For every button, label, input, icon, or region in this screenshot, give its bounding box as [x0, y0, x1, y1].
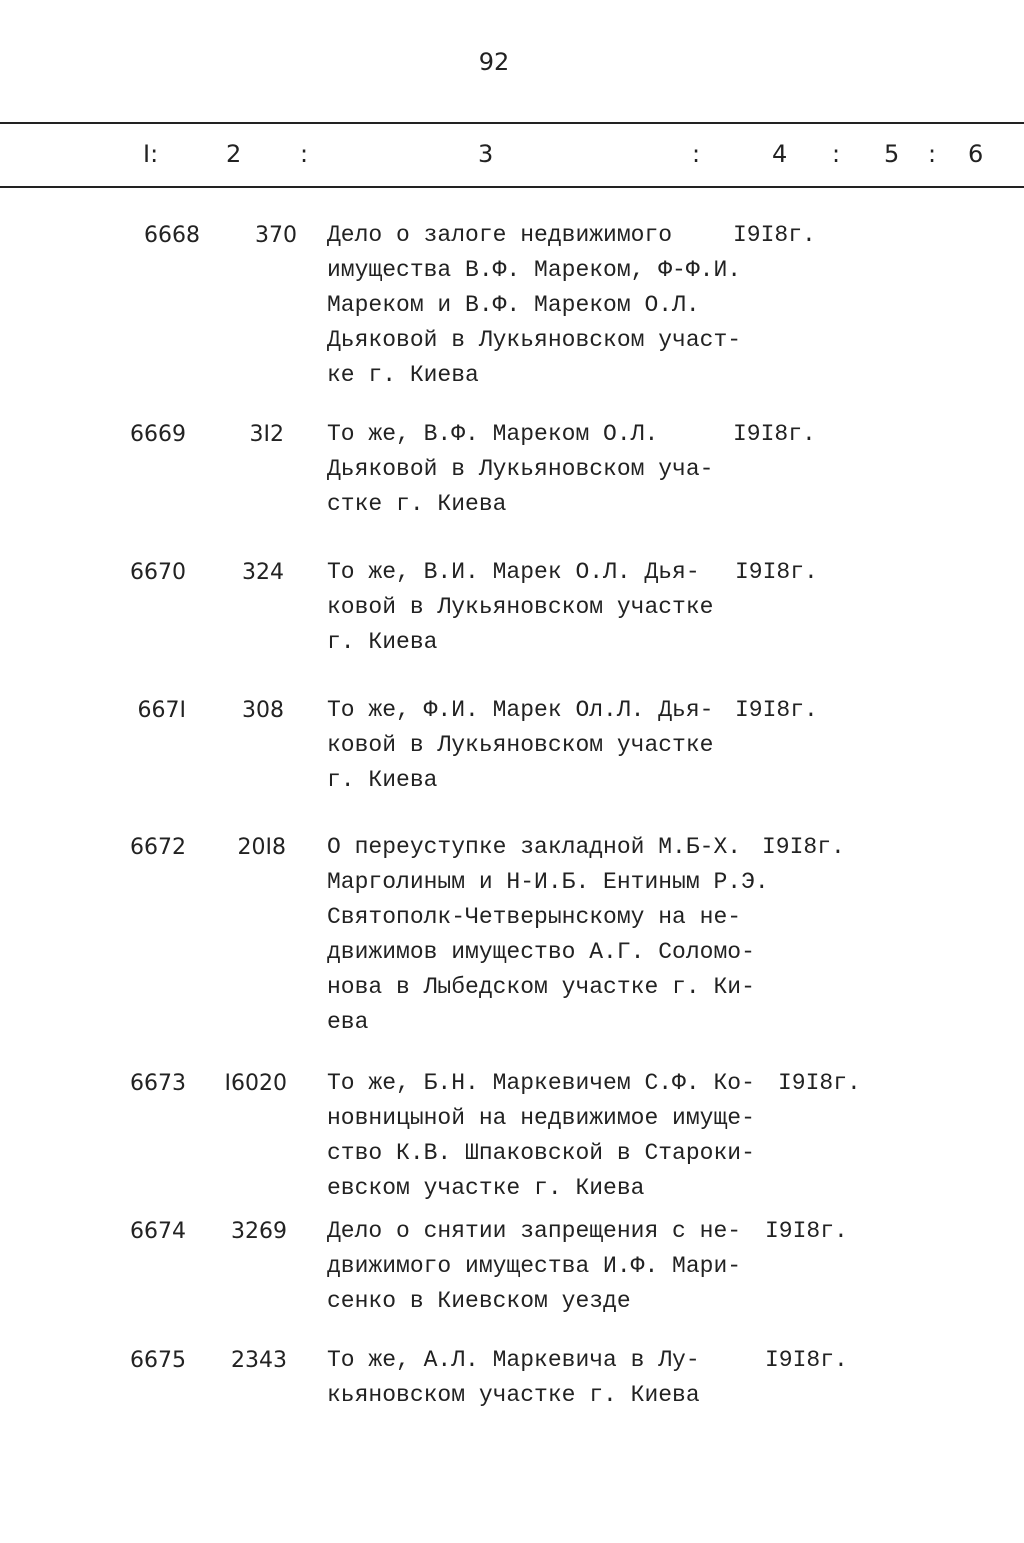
record-number: 6673 [130, 1071, 186, 1096]
record-year: I9I8г. [778, 1070, 861, 1096]
description-line: Марголиным и Н-И.Б. Ентиным Р.Э. [327, 869, 769, 895]
description-line: кьяновском участке г. Киева [327, 1382, 700, 1408]
record-number: 6672 [130, 835, 186, 860]
description-line: То же, А.Л. Маркевича в Лу- [327, 1347, 700, 1373]
description-line: ковой в Лукьяновском участке [327, 732, 714, 758]
sheet-count: I6020 [224, 1071, 287, 1096]
record-number: 6670 [130, 560, 186, 585]
sheet-count: 3269 [231, 1219, 287, 1244]
description-line: Дело о снятии запрещения с не- [327, 1218, 742, 1244]
description-line: г. Киева [327, 767, 438, 793]
page-number: 92 [478, 48, 510, 76]
column-header-9: 6 [968, 140, 984, 168]
record-year: I9I8г. [735, 697, 818, 723]
description-line: ке г. Киева [327, 362, 479, 388]
column-header-4: : [692, 140, 701, 168]
description-line: ство К.В. Шпаковской в Староки- [327, 1140, 755, 1166]
description-line: Святополк-Четверынскому на не- [327, 904, 742, 930]
description-line: О переуступке закладной М.Б-Х. [327, 834, 742, 860]
description-line: движимов имущество А.Г. Соломо- [327, 939, 755, 965]
column-header-3: 3 [478, 140, 494, 168]
description-line: сенко в Киевском уезде [327, 1288, 631, 1314]
record-year: I9I8г. [733, 421, 816, 447]
column-header-7: 5 [884, 140, 900, 168]
record-number: 6675 [130, 1348, 186, 1373]
column-header-2: : [300, 140, 309, 168]
record-description [327, 218, 741, 393]
record-description [327, 1343, 700, 1413]
description-line: стке г. Киева [327, 491, 507, 517]
sheet-count: 370 [255, 223, 297, 248]
record-year: I9I8г. [735, 559, 818, 585]
record-year: I9I8г. [765, 1218, 848, 1244]
description-line: Дело о залоге недвижимого [327, 222, 673, 248]
record-description [327, 693, 713, 798]
column-header-8: : [928, 140, 937, 168]
sheet-count: 20I8 [237, 835, 286, 860]
record-description [327, 1066, 755, 1206]
record-year: I9I8г. [733, 222, 816, 248]
description-line: г. Киева [327, 629, 438, 655]
sheet-count: 324 [242, 560, 284, 585]
description-line: То же, Ф.И. Марек Ол.Л. Дья- [327, 697, 714, 723]
description-line: движимого имущества И.Ф. Мари- [327, 1253, 742, 1279]
description-line: новницыной на недвижимое имуще- [327, 1105, 755, 1131]
record-description [327, 555, 713, 660]
description-line: ева [327, 1009, 369, 1035]
record-description [327, 1214, 741, 1319]
description-line: Дьяковой в Лукьяновском уча- [327, 456, 714, 482]
column-header-1: 2 [226, 140, 242, 168]
record-number: 6674 [130, 1219, 186, 1244]
sheet-count: 3I2 [249, 422, 284, 447]
header-bottom-rule [0, 186, 1024, 188]
record-number: 667I [137, 698, 186, 723]
column-header-6: : [832, 140, 841, 168]
record-number: 6668 [144, 223, 200, 248]
description-line: Дьяковой в Лукьяновском участ- [327, 327, 742, 353]
description-line: То же, В.И. Марек О.Л. Дья- [327, 559, 700, 585]
description-line: имущества В.Ф. Мареком, Ф-Ф.И. [327, 257, 742, 283]
column-header-5: 4 [772, 140, 788, 168]
description-line: ковой в Лукьяновском участке [327, 594, 714, 620]
description-line: нова в Лыбедском участке г. Ки- [327, 974, 755, 1000]
description-line: То же, Б.Н. Маркевичем С.Ф. Ко- [327, 1070, 755, 1096]
header-top-rule [0, 122, 1024, 124]
record-year: I9I8г. [765, 1347, 848, 1373]
description-line: Мареком и В.Ф. Мареком О.Л. [327, 292, 700, 318]
sheet-count: 308 [242, 698, 284, 723]
record-number: 6669 [130, 422, 186, 447]
description-line: То же, В.Ф. Мареком О.Л. [327, 421, 659, 447]
column-header-0: I: [143, 140, 159, 168]
description-line: евском участке г. Киева [327, 1175, 645, 1201]
record-description [327, 830, 769, 1040]
sheet-count: 2343 [231, 1348, 287, 1373]
record-year: I9I8г. [762, 834, 845, 860]
record-description [327, 417, 713, 522]
